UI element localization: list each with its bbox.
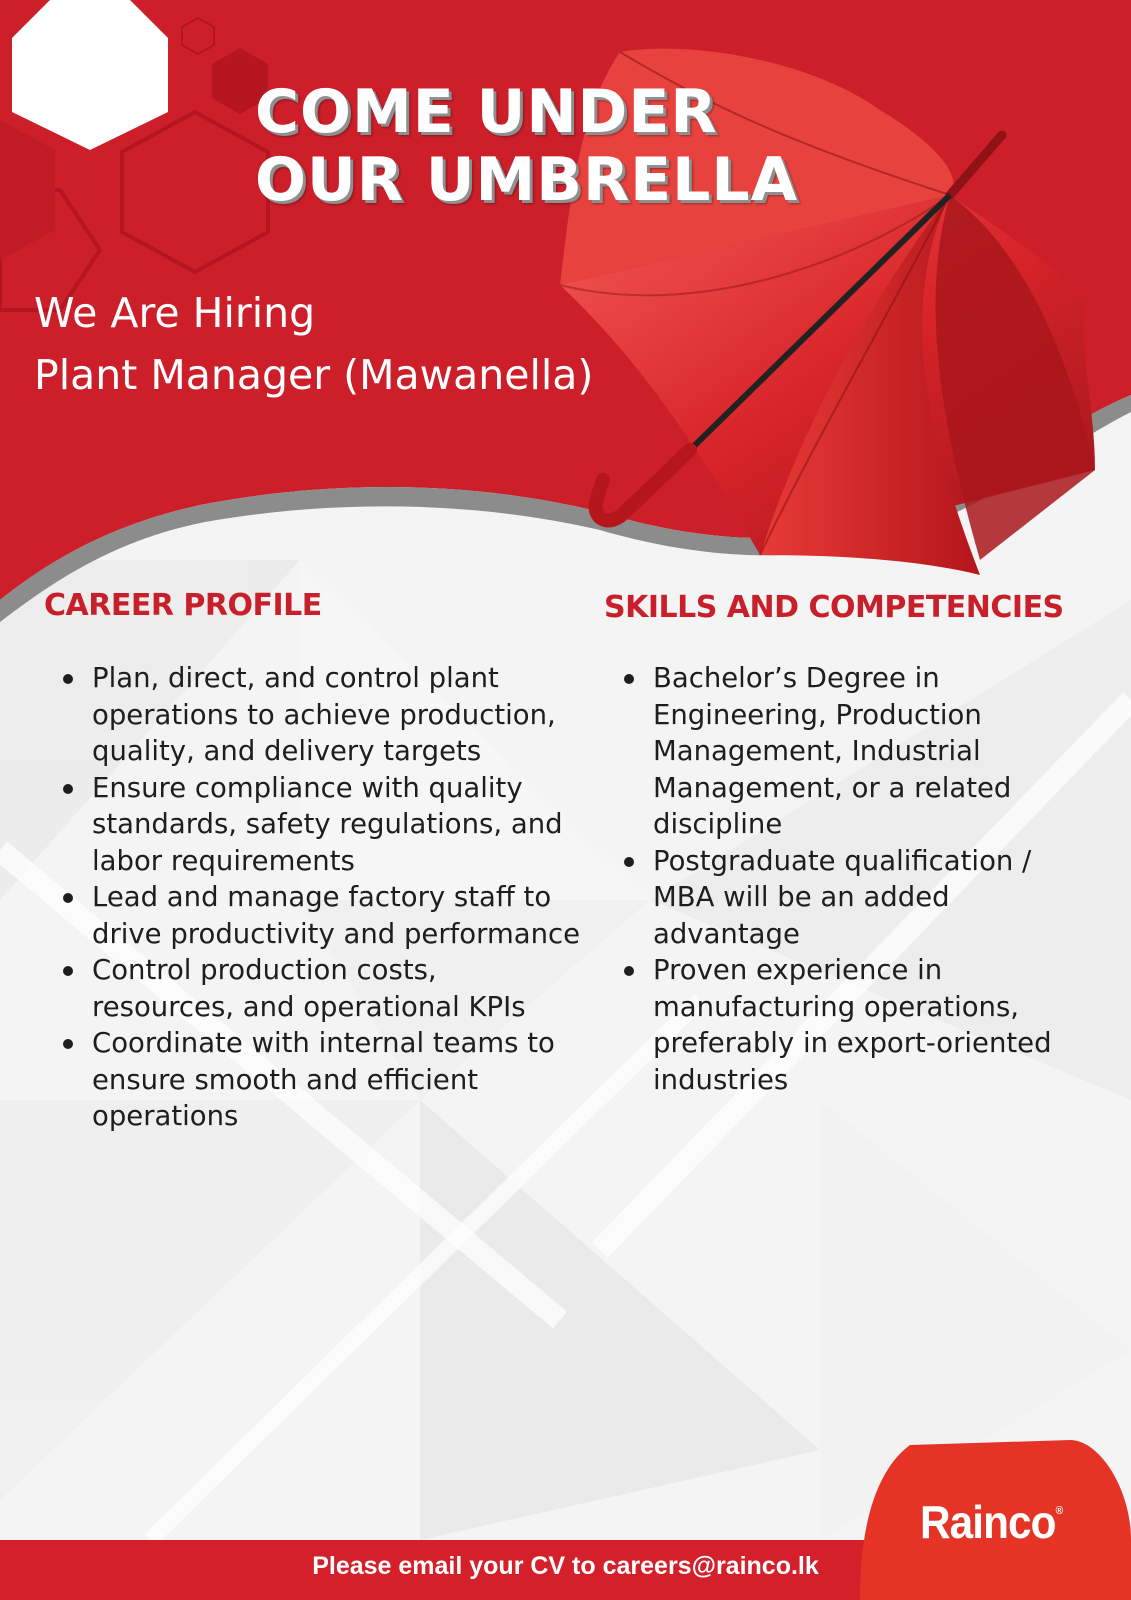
headline-line-1: COME UNDER (255, 77, 718, 147)
career-profile-list (63, 660, 583, 1135)
list-item: Proven experience in manufacturing operations, preferably in export-oriented industries (624, 952, 1094, 1098)
logo-wordmark: Rainco (920, 1496, 1056, 1548)
headline (255, 78, 798, 214)
footer-email-text[interactable]: Please email your CV to careers@rainco.lk (312, 1552, 819, 1580)
list-item: Control production costs, resources, and operational KPIs (63, 952, 583, 1025)
registered-mark: ® (1055, 1505, 1063, 1517)
list-item: Lead and manage factory staff to drive productivity and performance (63, 879, 583, 952)
list-item: Bachelor’s Degree in Engineering, Production Management, Industrial Management, or a related discipline (624, 660, 1094, 843)
headline-line-2: OUR UMBRELLA (255, 145, 799, 215)
list-item: Coordinate with internal teams to ensure smooth and efficient operations (63, 1025, 583, 1135)
career-profile-title: CAREER PROFILE (44, 588, 322, 623)
list-item: Plan, direct, and control plant operations to achieve production, quality, and delivery targets (63, 660, 583, 770)
position-title: Plant Manager (Mawanella) (34, 351, 594, 399)
skills-title: SKILLS AND COMPETENCIES (604, 590, 1064, 625)
rainco-logo-text (920, 1495, 1062, 1549)
hiring-block (34, 282, 593, 406)
skills-list (624, 660, 1094, 1098)
list-item: Postgraduate qualification / MBA will be an added advantage (624, 843, 1094, 953)
hiring-line: We Are Hiring (34, 289, 316, 337)
list-item: Ensure compliance with quality standards, safety regulations, and labor requirements (63, 770, 583, 880)
